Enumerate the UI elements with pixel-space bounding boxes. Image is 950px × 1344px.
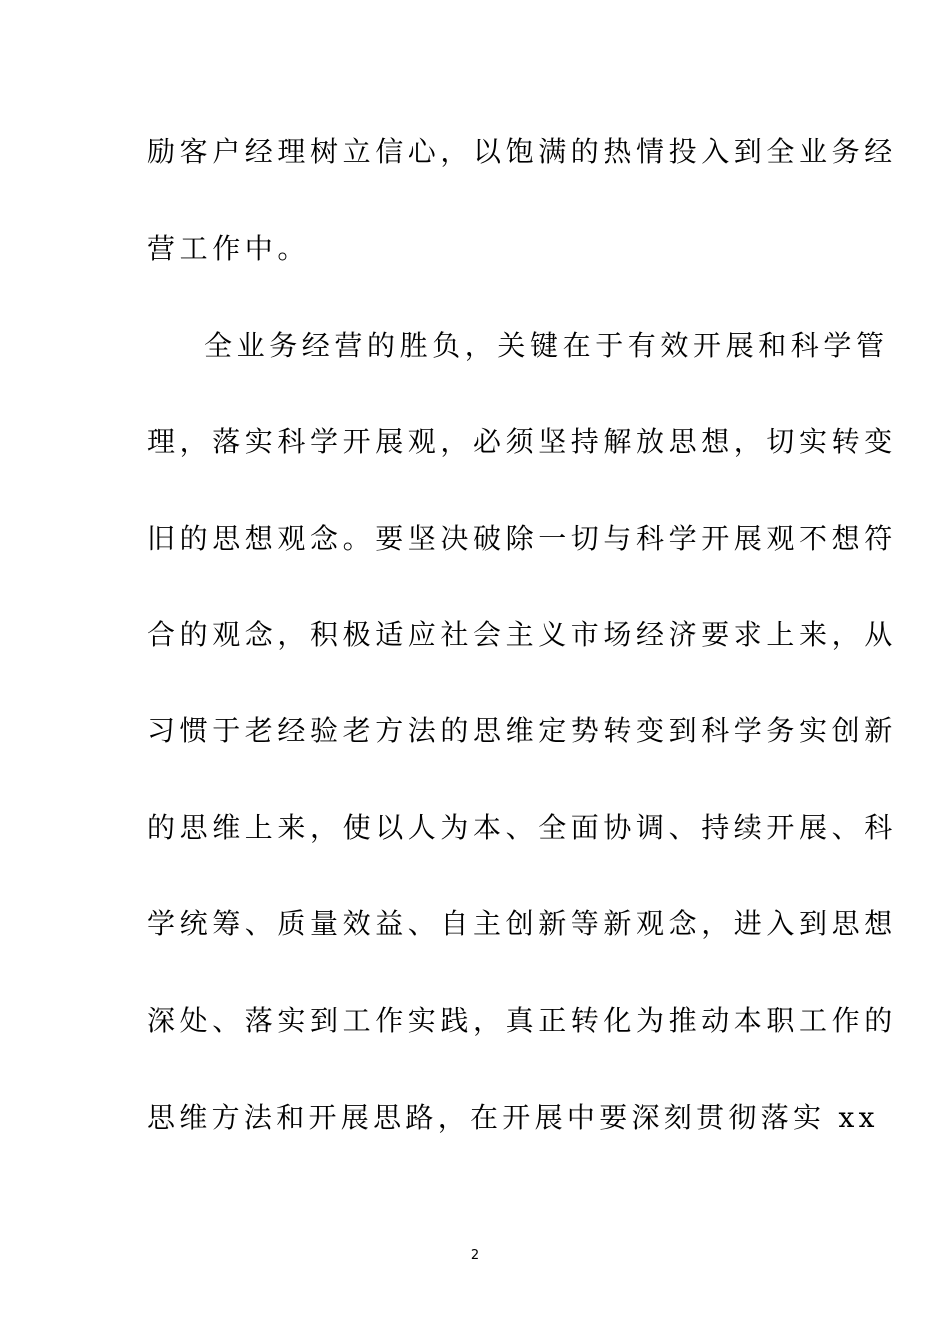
text-line: 学统筹、质量效益、自主创新等新观念，进入到思想 <box>147 907 897 940</box>
text-line: 深处、落实到工作实践，真正转化为推动本职工作的 <box>147 1004 897 1037</box>
text-line: 思维方法和开展思路，在开展中要深刻贯彻落实 xx <box>147 1101 879 1134</box>
text-line: 励客户经理树立信心，以饱满的热情投入到全业务经 <box>147 135 897 168</box>
paragraph-first-line: 全业务经营的胜负，关键在于有效开展和科学管 <box>204 329 889 362</box>
text-line: 理，落实科学开展观，必须坚持解放思想，切实转变 <box>147 425 897 458</box>
text-line: 习惯于老经验老方法的思维定势转变到科学务实创新 <box>147 714 897 747</box>
text-line: 旧的思想观念。要坚决破除一切与科学开展观不想符 <box>147 522 897 555</box>
text-line: 合的观念，积极适应社会主义市场经济要求上来，从 <box>147 618 897 651</box>
page-number: 2 <box>470 1248 480 1263</box>
text-line: 营工作中。 <box>147 232 311 265</box>
text-line: 的思维上来，使以人为本、全面协调、持续开展、科 <box>147 811 897 844</box>
